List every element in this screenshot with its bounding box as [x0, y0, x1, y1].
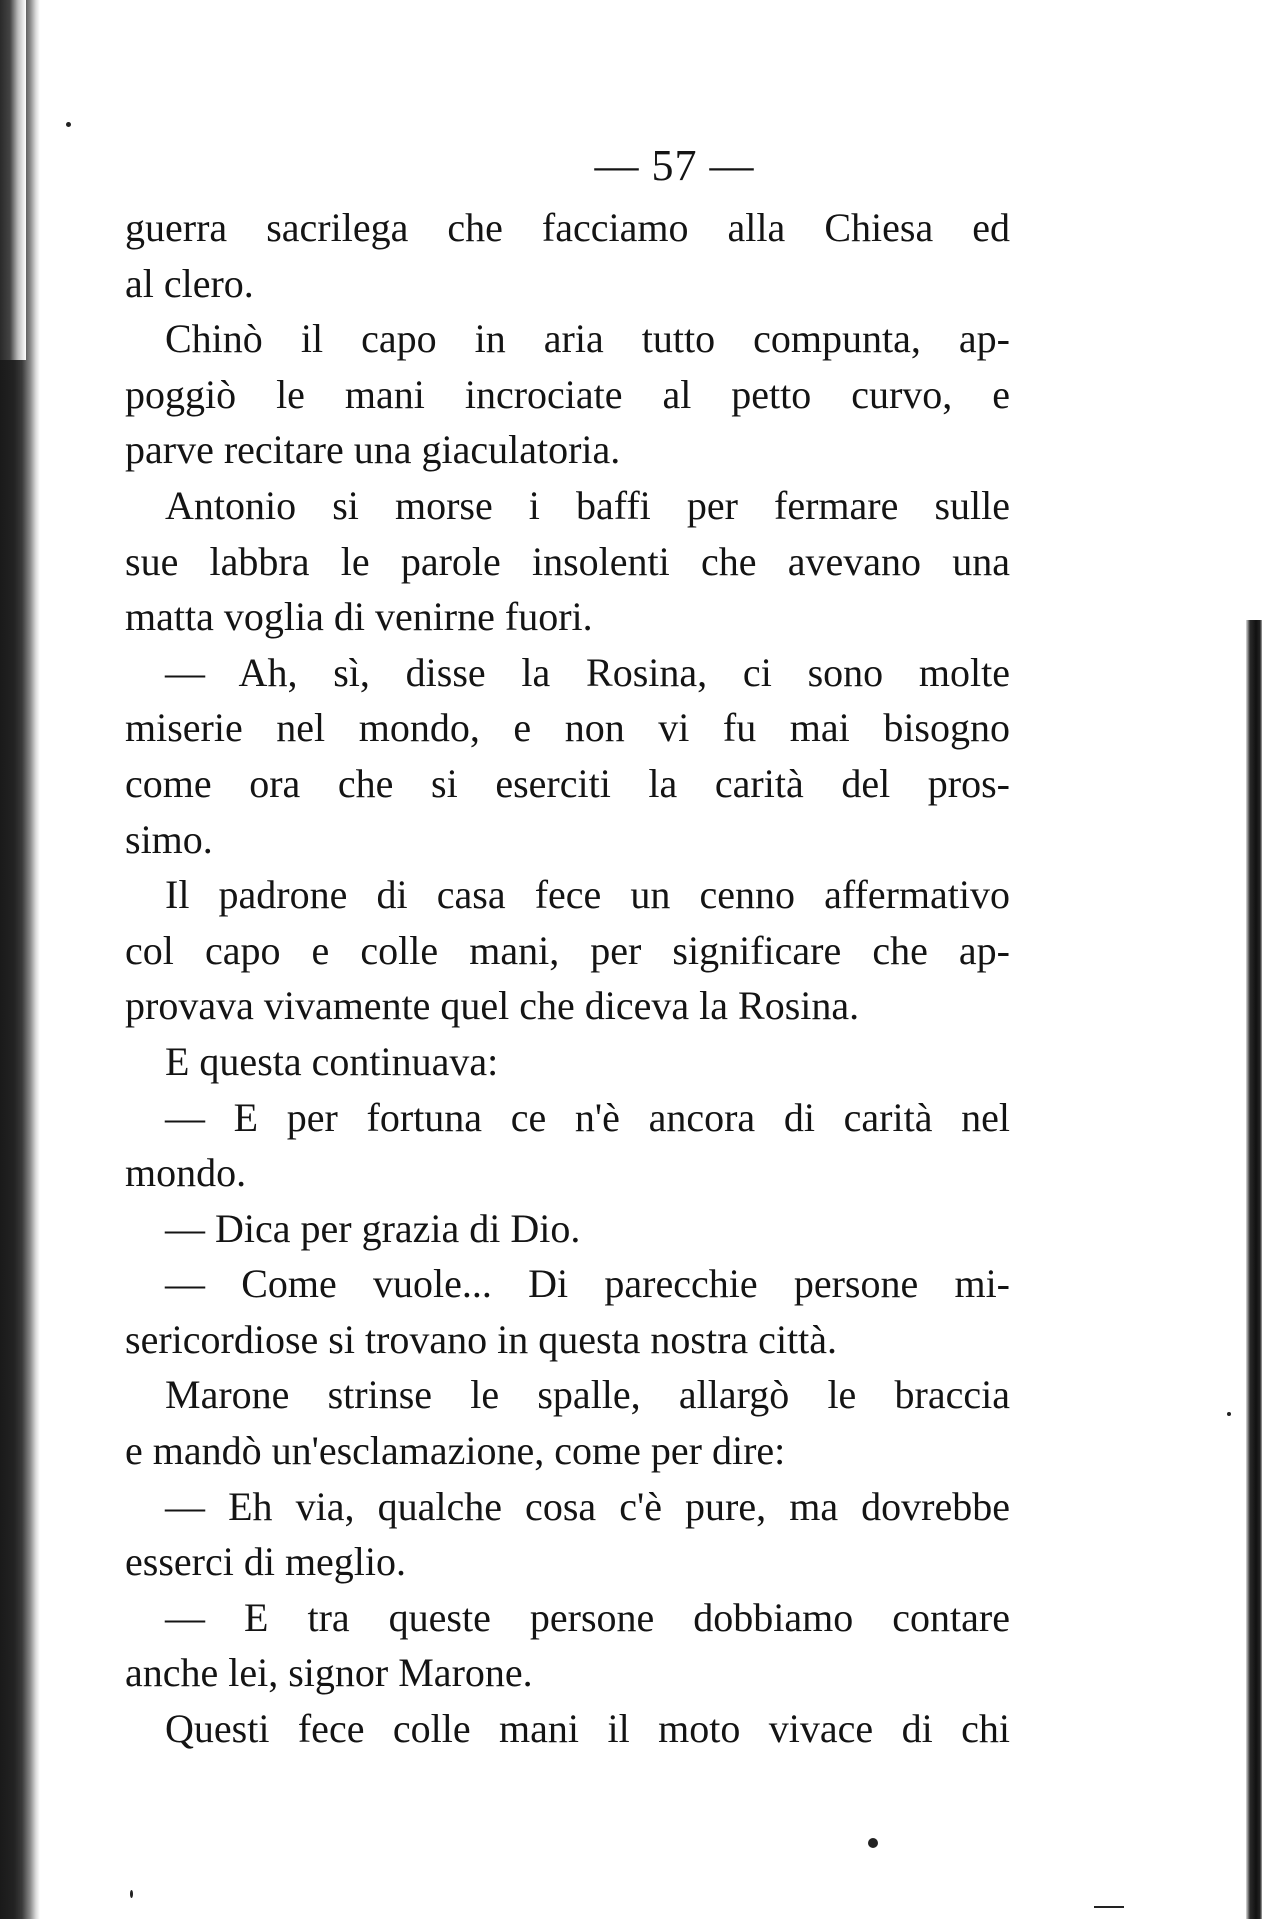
text-line: guerra sacrilega che facciamo alla Chiesa ed — [125, 205, 1010, 250]
text-line: — Ah, sì, disse la Rosina, ci sono molte — [165, 649, 1010, 695]
text-line: sericordiose si trovano in questa nostra città. — [125, 1316, 838, 1362]
text-line: — Eh via, qualche cosa c'è pure, ma dovrebbe — [165, 1483, 1010, 1529]
text-line: esserci di meglio. — [125, 1539, 407, 1585]
scan-speck — [1094, 1906, 1124, 1908]
text-line: matta voglia di venirne fuori. — [125, 594, 593, 640]
text-line: miserie nel mondo, e non vi fu mai bisogno — [125, 705, 1010, 751]
text-line: Chinò il capo in aria tutto compunta, ap- — [165, 316, 1010, 362]
text-line: provava vivamente quel che diceva la Rosina. — [125, 983, 860, 1029]
text-line: E questa continuava: — [165, 1038, 499, 1084]
text-line: col capo e colle mani, per significare che ap- — [125, 927, 1010, 973]
text-line: sue labbra le parole insolenti che avevano una — [125, 538, 1010, 584]
scan-speck — [1227, 1412, 1231, 1416]
binding-edge-shadow — [0, 0, 40, 1919]
page-number-text: — 57 — — [594, 141, 755, 190]
page-number — [0, 140, 1279, 191]
text-line: Marone strinse le spalle, allargò le braccia — [165, 1372, 1010, 1418]
text-line: parve recitare una giaculatoria. — [125, 427, 621, 473]
text-line: Il padrone di casa fece un cenno affermativo — [165, 872, 1010, 918]
right-edge-shadow — [1246, 620, 1262, 1919]
text-line: — Dica per grazia di Dio. — [165, 1205, 581, 1251]
text-line: anche lei, signor Marone. — [125, 1650, 533, 1696]
text-line: mondo. — [125, 1150, 247, 1196]
scan-speck — [868, 1838, 878, 1848]
text-line: e mandò un'esclamazione, come per dire: — [125, 1428, 786, 1474]
body-text — [125, 200, 1010, 1757]
text-line: — E tra queste persone dobbiamo contare — [165, 1594, 1010, 1640]
text-line: simo. — [125, 816, 213, 862]
text-line: poggiò le mani incrociate al petto curvo, e — [125, 371, 1010, 417]
text-line: Questi fece colle mani il moto vivace di chi — [165, 1706, 1010, 1752]
text-line: Antonio si morse i baffi per fermare sulle — [165, 482, 1010, 528]
scan-speck — [66, 122, 71, 127]
text-line: al clero. — [125, 260, 254, 306]
text-line: — Come vuole... Di parecchie persone mi- — [165, 1261, 1010, 1307]
text-line: come ora che si eserciti la carità del pros- — [125, 760, 1010, 806]
scan-speck — [130, 1890, 133, 1898]
text-line: — E per fortuna ce n'è ancora di carità nel — [165, 1094, 1010, 1140]
